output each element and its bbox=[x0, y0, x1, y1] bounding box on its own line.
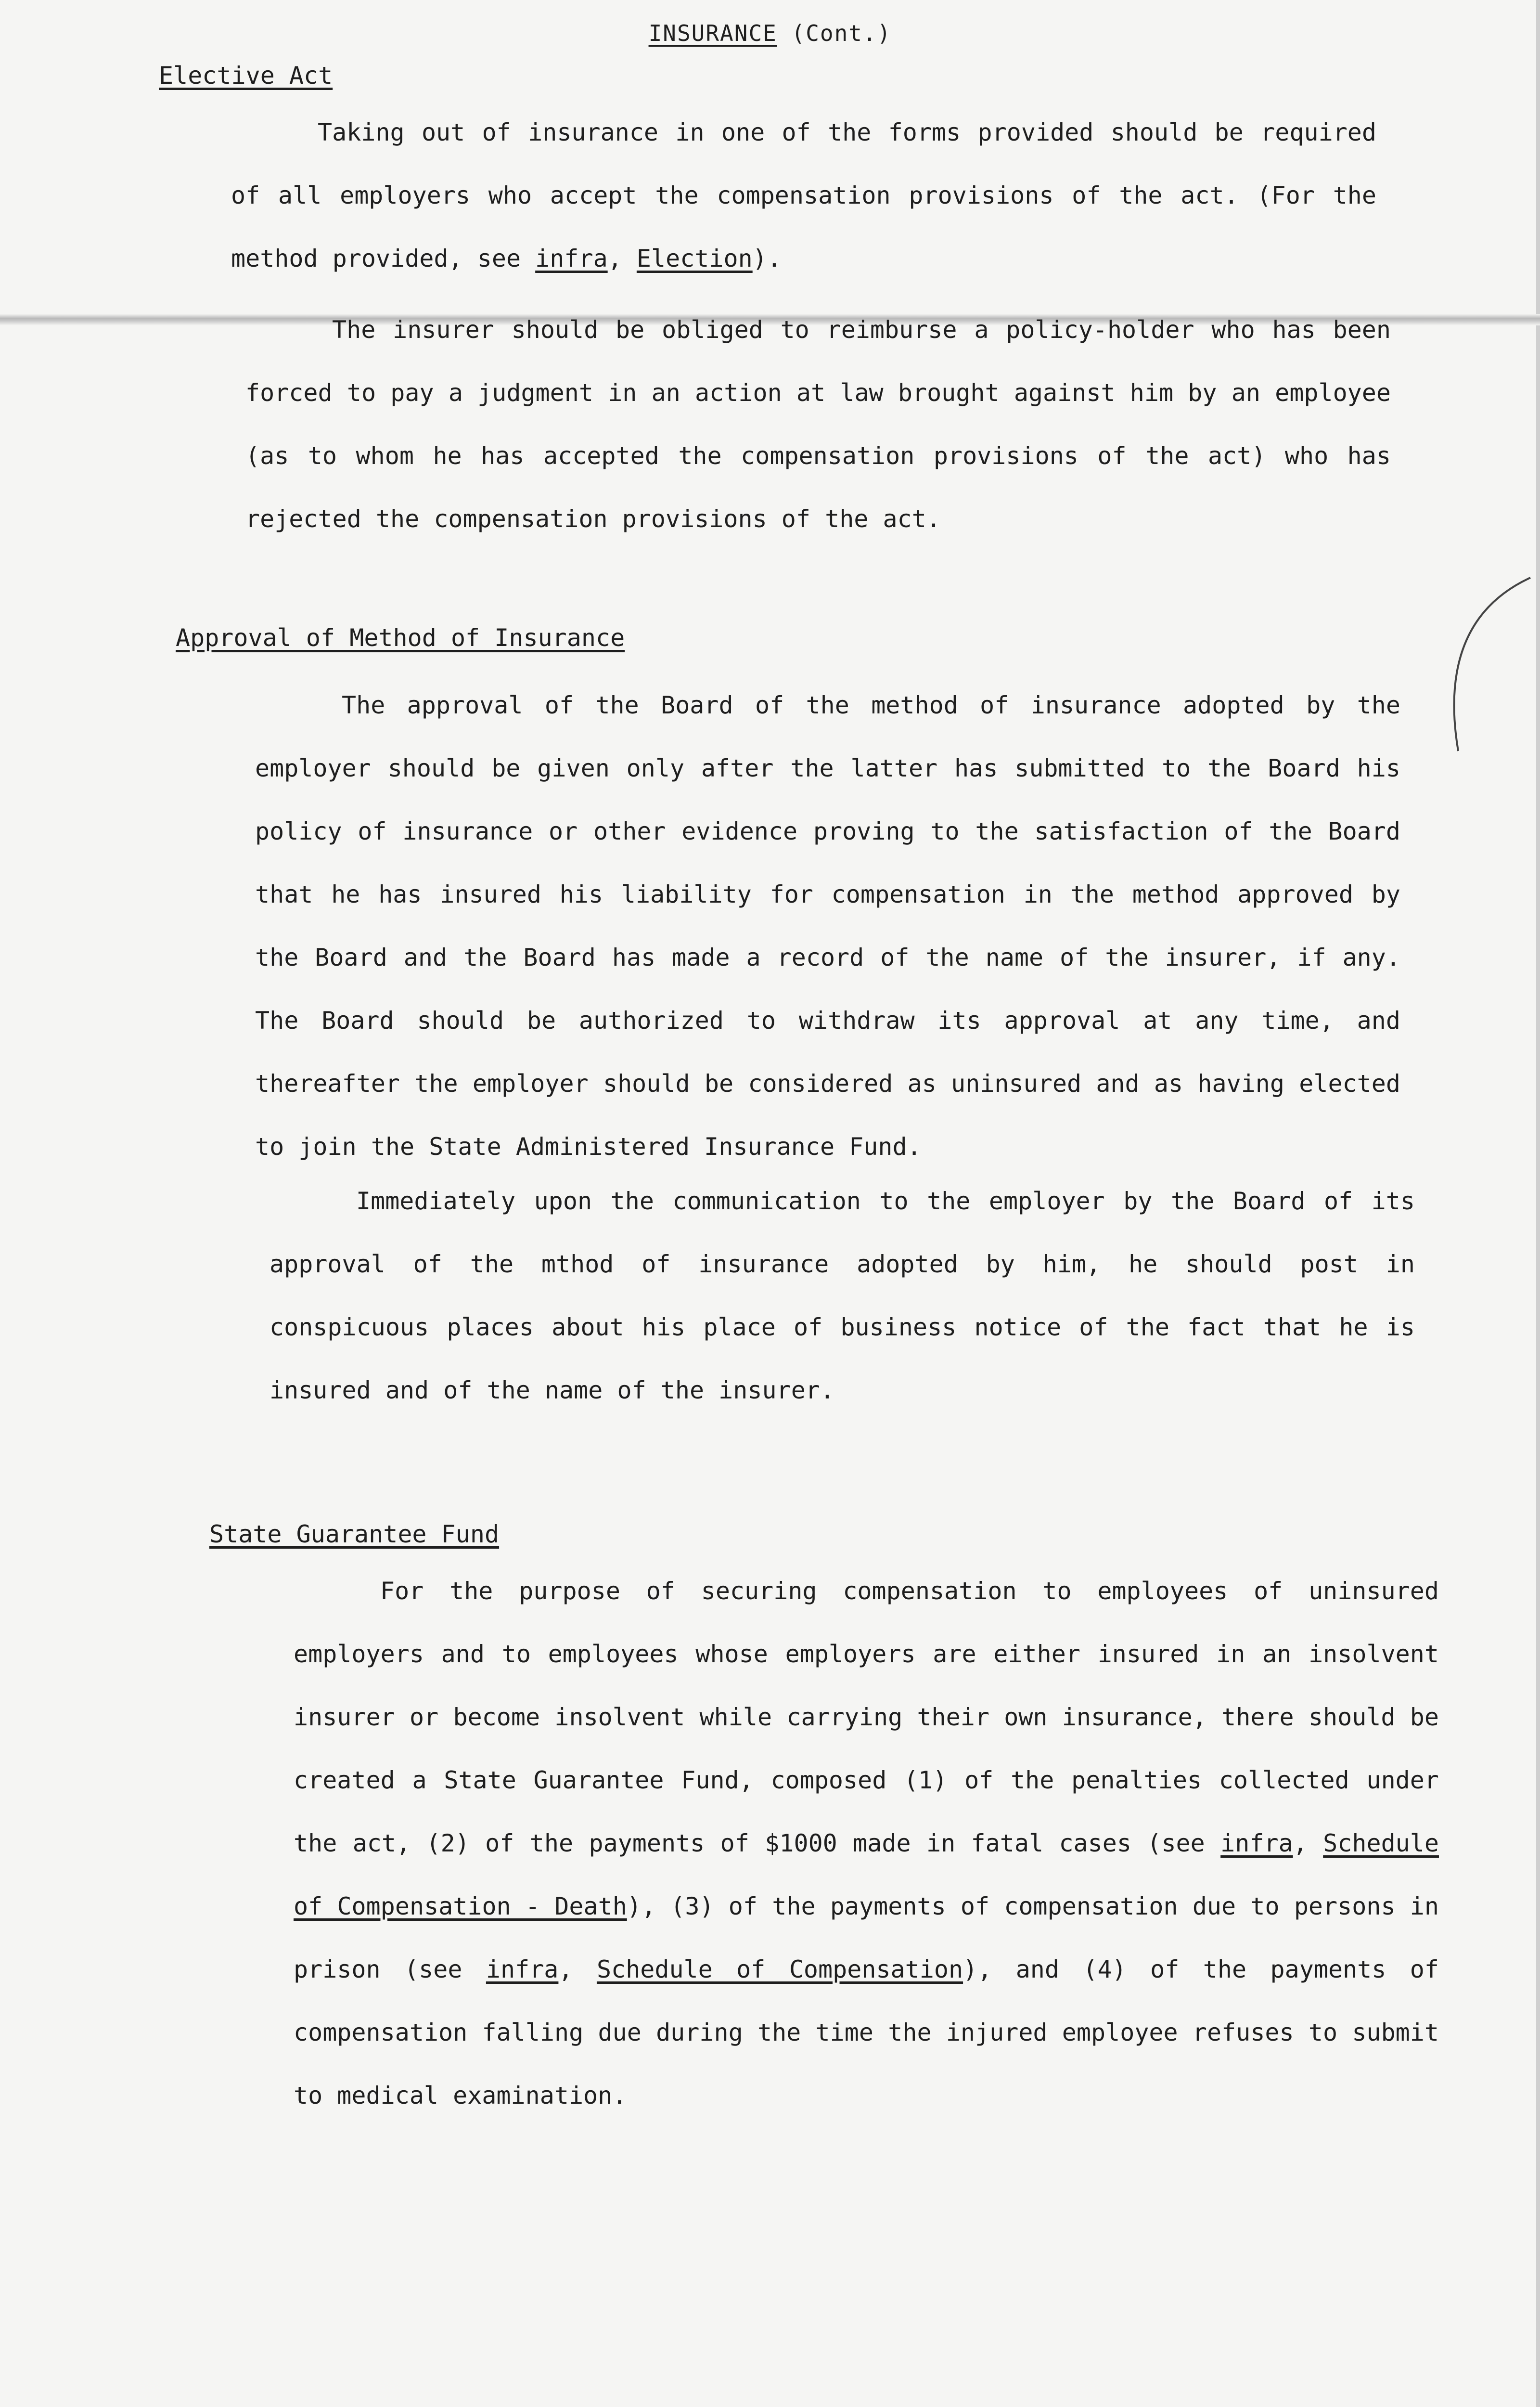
header-title: INSURANCE bbox=[648, 20, 777, 46]
heading-elective-act: Elective Act bbox=[159, 62, 333, 90]
heading-state-guarantee-fund: State Guarantee Fund bbox=[209, 1520, 500, 1548]
margin-pencil-mark bbox=[1439, 568, 1535, 761]
page-header bbox=[0, 20, 1540, 46]
header-suffix: (Cont.) bbox=[791, 20, 892, 46]
paragraph-state-guarantee-fund: For the purpose of securing compensation to employees of uninsured employers and to employees whose employers are either insured in an insolvent insurer or become insolvent while carrying their own insurance, there should be created a State Guarantee Fund, composed (1) of the penalties collected under the act, (2) of the payments of $1000 made in fatal cases (see infra, Schedule of Compensation - Death), (3) of the payments of compensation due to persons in prison (see infra, Schedule of Compensation), and (4) of the payments of compensation falling due during the time the injured employee refuses to submit to medical examination. bbox=[294, 1577, 1439, 2109]
paragraph-elective-act-1: Taking out of insurance in one of the forms provided should be required of all employers who accept the compensation provisions of the act. (For the method provided, see infra, Election). bbox=[231, 118, 1376, 272]
paragraph-approval-1: The approval of the Board of the method of insurance adopted by the employer should be given only after the latter has submitted to the Board his policy of insurance or other evidence proving to the satisfaction of the Board that he has insured his liability for compensation in the method approved by the Board and the Board has made a record of the name of the insurer, if any. The Board should be authorized to withdraw its approval at any time, and thereafter the employer should be considered as uninsured and as having elected to join the State Administered Insurance Fund. bbox=[255, 691, 1400, 1161]
page-edge bbox=[1536, 0, 1540, 2407]
paragraph-approval-2: Immediately upon the communication to the employer by the Board of its approval of the mthod of insurance adopted by him, he should post in conspicuous places about his place of business notice of the fact that he is insured and of the name of the insurer. bbox=[270, 1187, 1415, 1404]
heading-approval-method: Approval of Method of Insurance bbox=[176, 624, 625, 652]
paragraph-elective-act-2: The insurer should be obliged to reimburse a policy-holder who has been forced to pay a judgment in an action at law brought against him by an employee (as to whom he has accepted the compensation provisions of the act) who has rejected the compensation provisions of the act. bbox=[245, 316, 1391, 533]
